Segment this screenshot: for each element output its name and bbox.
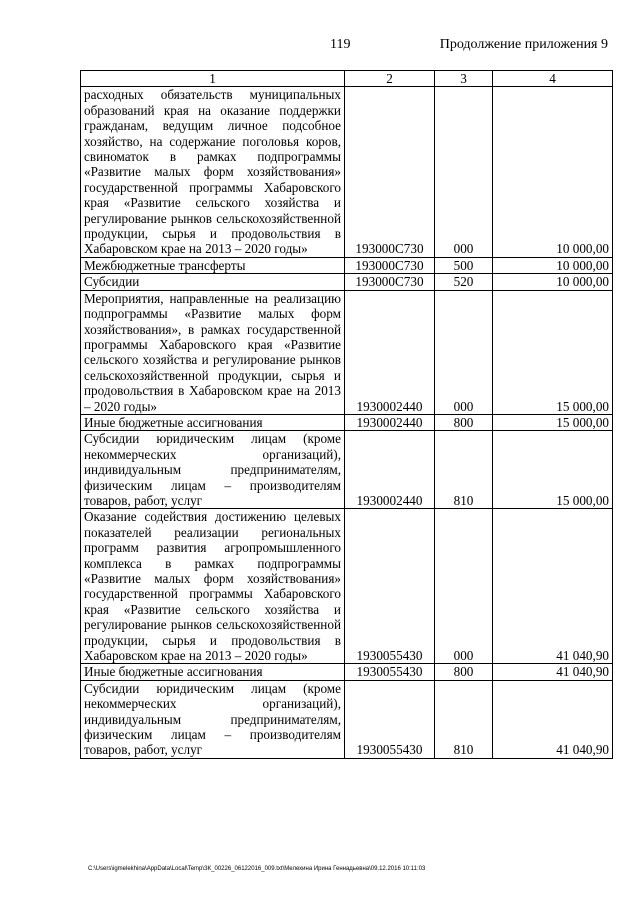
row-name: Субсидии юридическим лицам (кроме некоммерческих организаций), индивидуальным предпринимателям, физическим лицам – производителям товаров, работ, услуг (81, 680, 345, 758)
column-header-2: 2 (345, 71, 435, 87)
table-row (81, 509, 613, 664)
row-target-code: 193000С730 (345, 274, 435, 290)
row-expense-type: 500 (435, 257, 493, 273)
row-target-code: 1930002440 (345, 431, 435, 509)
row-expense-type: 800 (435, 414, 493, 430)
table-row (81, 290, 613, 414)
row-target-code: 1930002440 (345, 290, 435, 414)
continuation-caption: Продолжение приложения 9 (439, 37, 608, 52)
file-path-footer: C:\Users\igmelekhina\AppData\Local\Temp\ЗК_00226_06122016_009.txt\Мелехина Ирина Геннадьевна\09.12.2016 10:11:03 (88, 866, 426, 872)
row-target-code: 1930002440 (345, 414, 435, 430)
table-row (81, 87, 613, 257)
column-header-3: 3 (435, 71, 493, 87)
row-expense-type: 800 (435, 664, 493, 680)
row-expense-type: 810 (435, 680, 493, 758)
row-name: Субсидии юридическим лицам (кроме некоммерческих организаций), индивидуальным предпринимателям, физическим лицам – производителям товаров, работ, услуг (81, 431, 345, 509)
column-header-1: 1 (81, 71, 345, 87)
row-name: Межбюджетные трансферты (81, 257, 345, 273)
row-name: Субсидии (81, 274, 345, 290)
row-name: Иные бюджетные ассигнования (81, 664, 345, 680)
row-expense-type: 000 (435, 509, 493, 664)
row-amount: 10 000,00 (493, 87, 613, 257)
row-target-code: 1930055430 (345, 680, 435, 758)
row-expense-type: 000 (435, 87, 493, 257)
row-target-code: 193000С730 (345, 257, 435, 273)
table-row (81, 274, 613, 290)
table-header-row (81, 71, 613, 87)
row-name: Мероприятия, направленные на реализацию подпрограммы «Развитие малых форм хозяйствования», в рамках государственной программы Хабаровского края «Развитие сельского хозяйства и регулирование рынков сельскохозяйственной продукции, сырья и продовольствия в Хабаровском крае на 2013 – 2020 годы» (81, 290, 345, 414)
table-row (81, 680, 613, 758)
row-amount: 15 000,00 (493, 290, 613, 414)
row-target-code: 1930055430 (345, 664, 435, 680)
row-amount: 10 000,00 (493, 274, 613, 290)
row-amount: 10 000,00 (493, 257, 613, 273)
row-target-code: 193000С730 (345, 87, 435, 257)
row-name: Иные бюджетные ассигнования (81, 414, 345, 430)
table-row (81, 664, 613, 680)
row-amount: 15 000,00 (493, 414, 613, 430)
column-header-4: 4 (493, 71, 613, 87)
table-row (81, 257, 613, 273)
row-amount: 41 040,90 (493, 664, 613, 680)
row-amount: 15 000,00 (493, 431, 613, 509)
row-name: Оказание содействия достижению целевых показателей реализации региональных программ развития агропромышленного комплекса в рамках подпрограммы «Развитие малых форм хозяйствования» государственной программы Хабаровского края «Развитие сельского хозяйства и регулирование рынков сельскохозяйственной продукции, сырья и продовольствия в Хабаровском крае на 2013 – 2020 годы» (81, 509, 345, 664)
table-row (81, 431, 613, 509)
row-amount: 41 040,90 (493, 509, 613, 664)
row-target-code: 1930055430 (345, 509, 435, 664)
row-amount: 41 040,90 (493, 680, 613, 758)
row-expense-type: 520 (435, 274, 493, 290)
row-expense-type: 810 (435, 431, 493, 509)
table-row (81, 414, 613, 430)
page-number: 119 (330, 37, 351, 52)
row-name: расходных обязательств муниципальных образований края на оказание поддержки гражданам, ведущим личное подсобное хозяйство, на содержание поголовья коров, свиноматок в рамках подпрограммы «Развитие малых форм хозяйствования» государственной программы Хабаровского края «Развитие сельского хозяйства и регулирование рынков сельскохозяйственной продукции, сырья и продовольствия в Хабаровском крае на 2013 – 2020 годы» (81, 87, 345, 257)
budget-table (80, 70, 613, 759)
row-expense-type: 000 (435, 290, 493, 414)
